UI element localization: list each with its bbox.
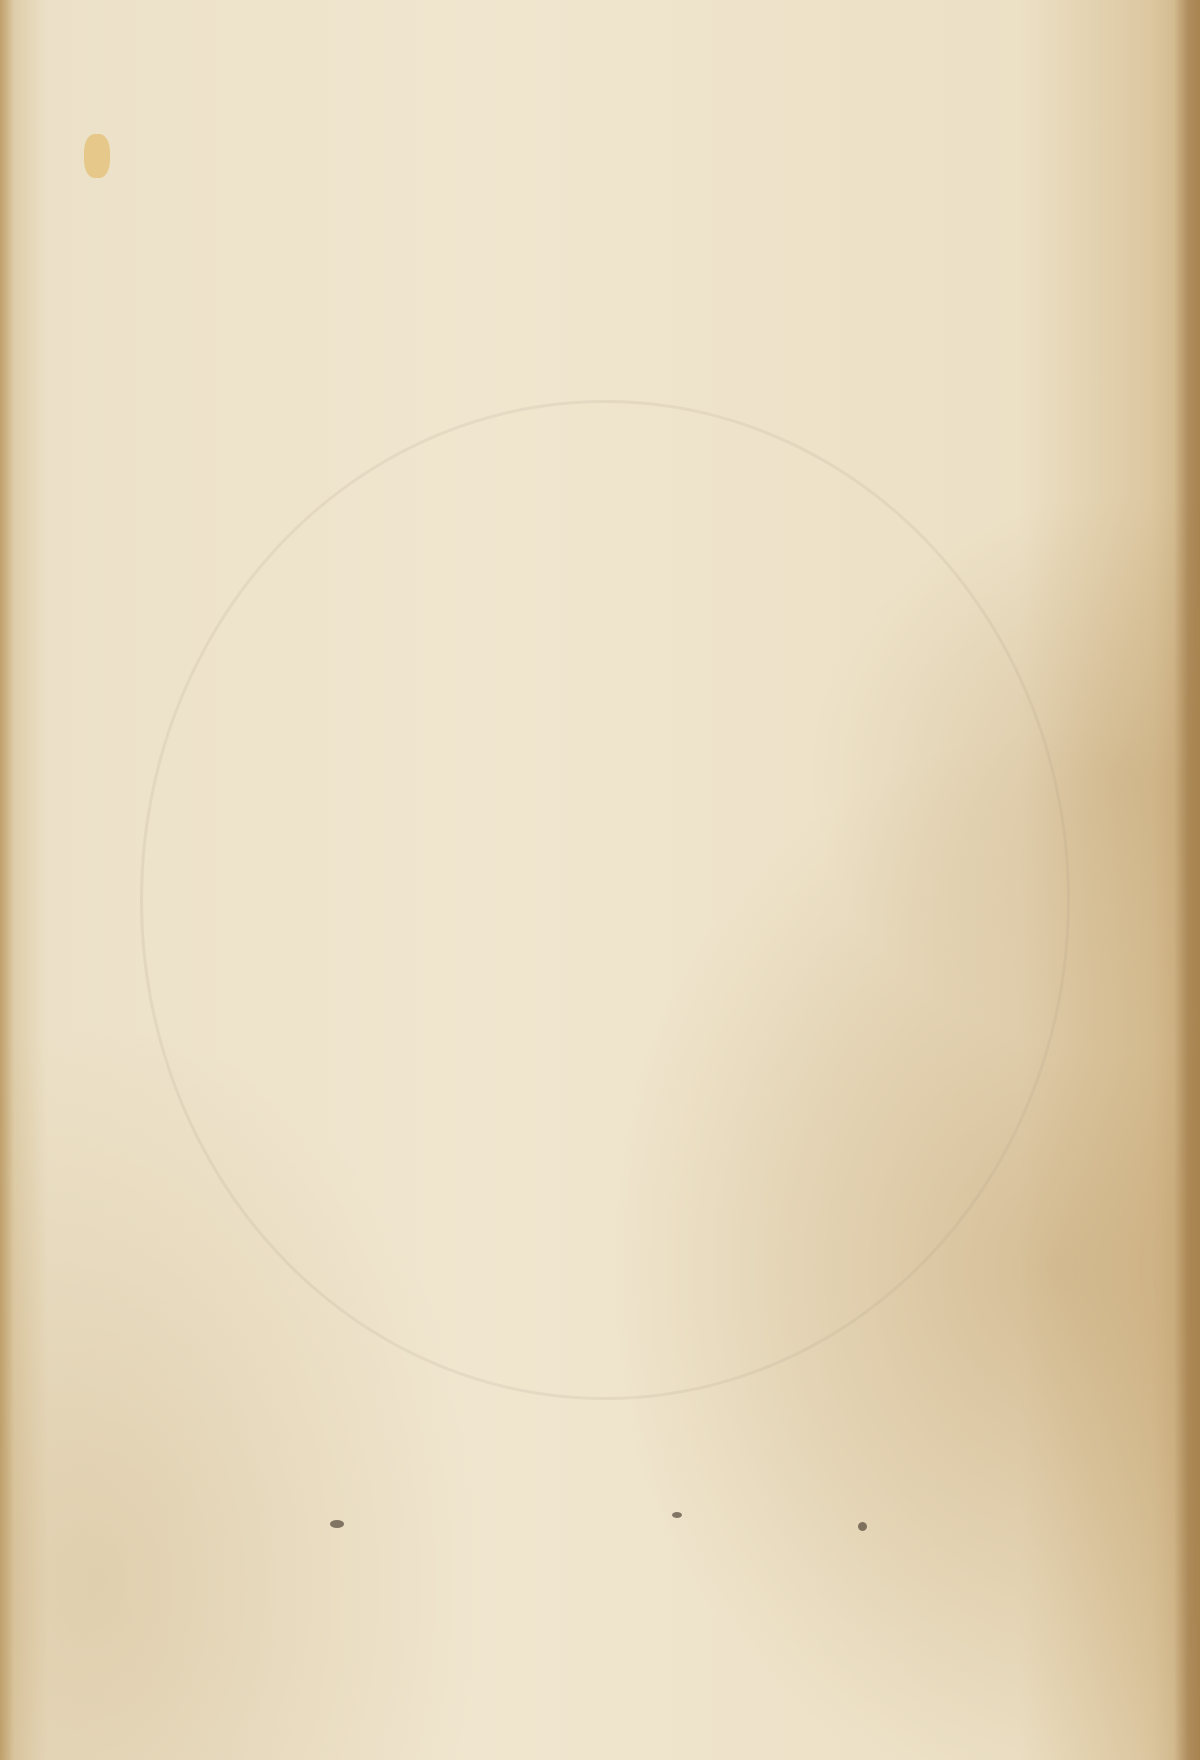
initial-capital-fill	[84, 134, 110, 178]
page-left-edge	[0, 0, 14, 1760]
faded-watermark	[140, 400, 1070, 1400]
page-right-edge	[1174, 0, 1200, 1760]
ink-spot	[330, 1520, 344, 1528]
ink-spot	[858, 1522, 867, 1531]
initial-capital-e	[64, 120, 130, 186]
ink-spot	[672, 1512, 682, 1518]
